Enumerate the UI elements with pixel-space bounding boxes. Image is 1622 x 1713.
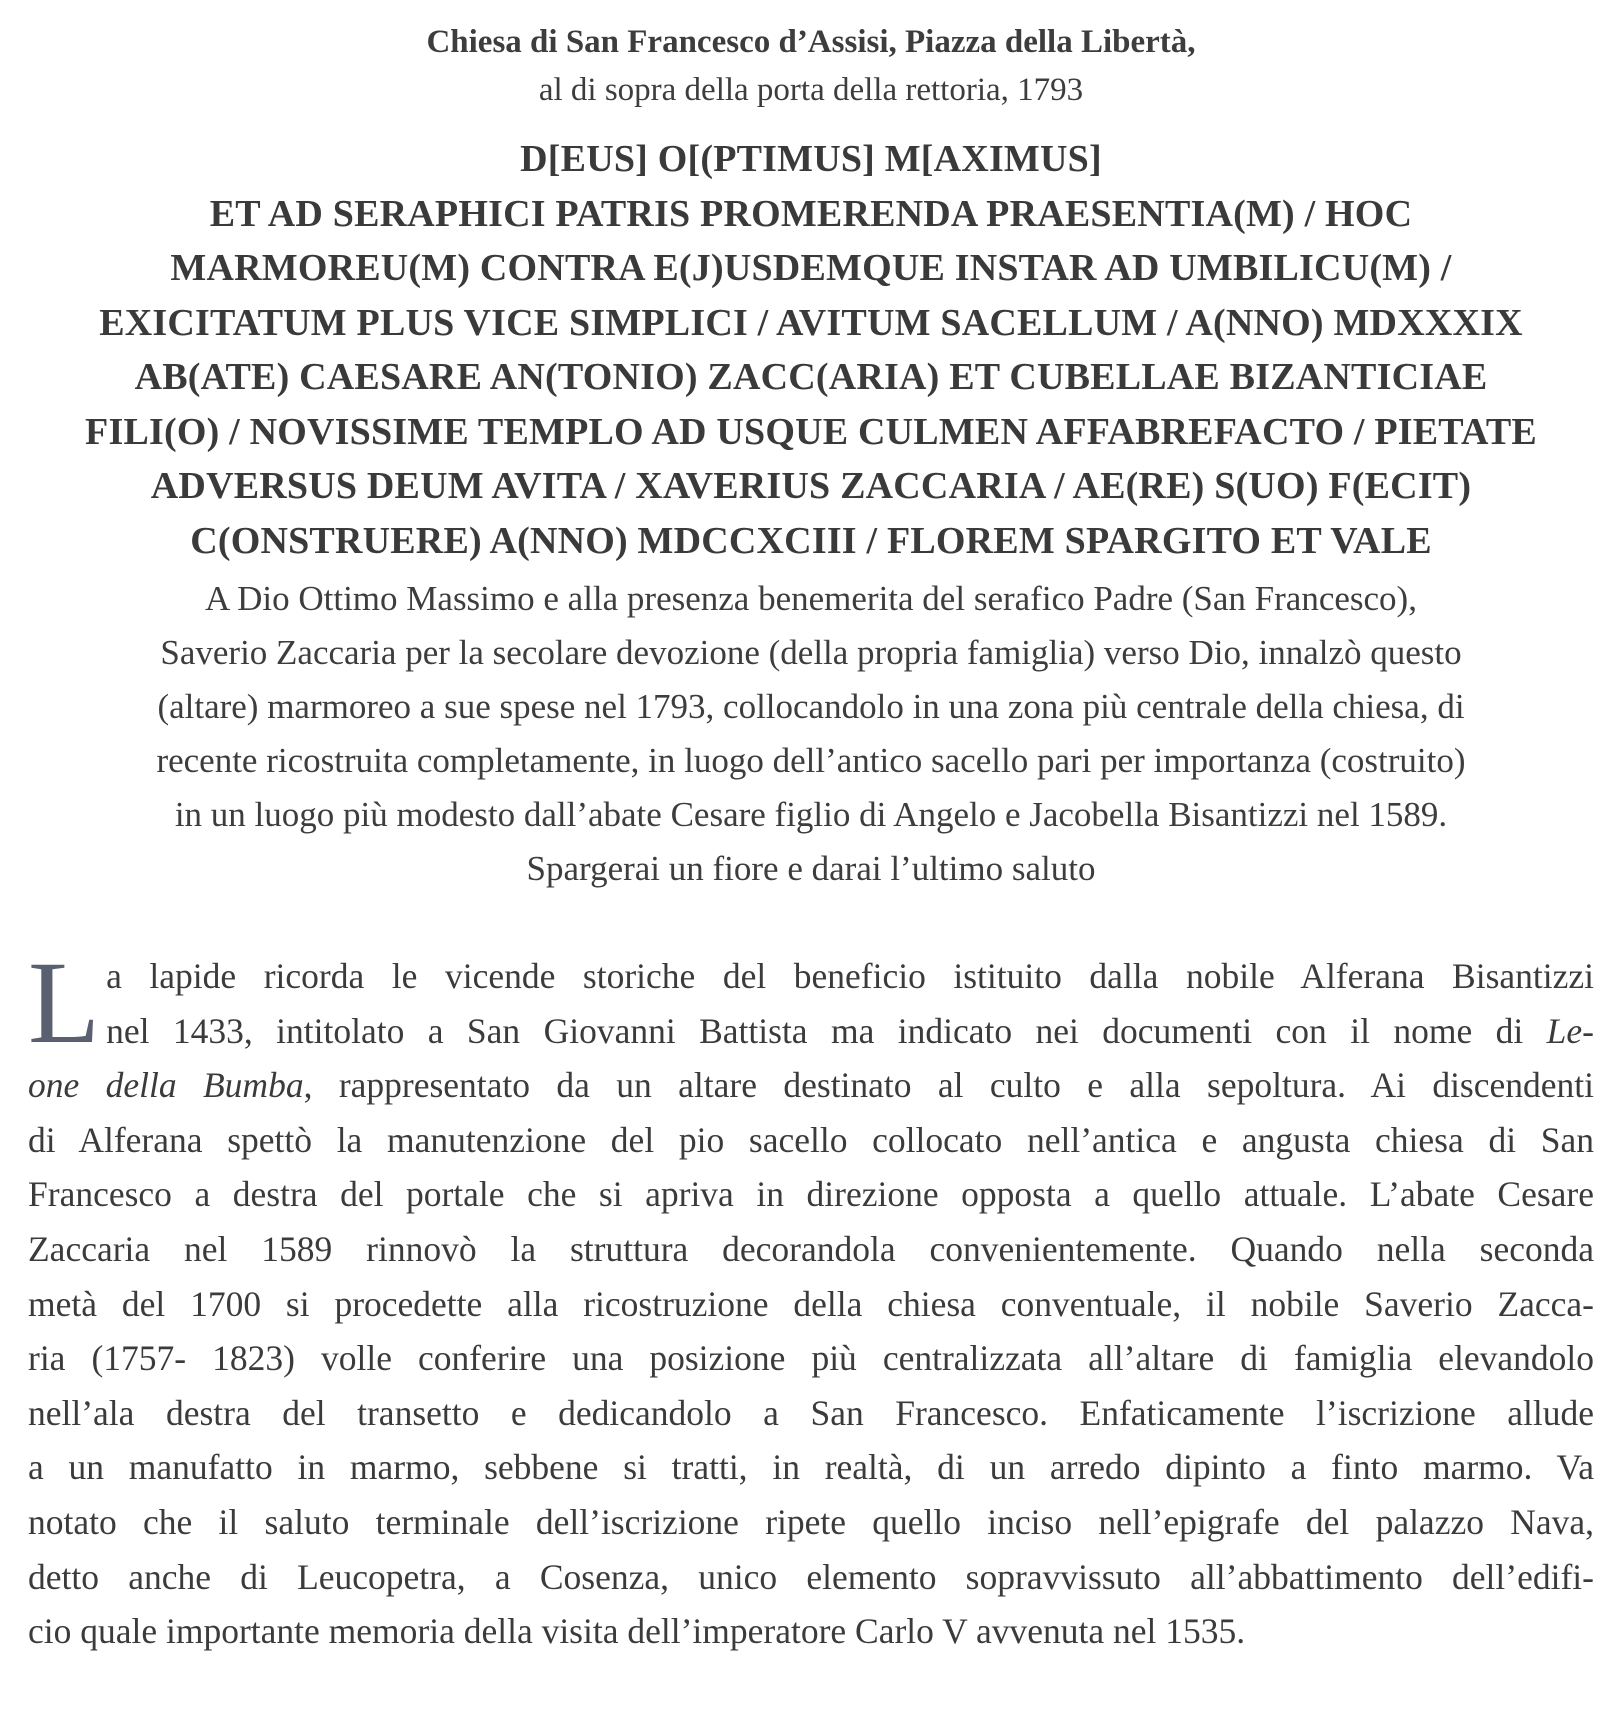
inscription-line: AB(ATE) CAESARE AN(TONIO) ZACC(ARIA) ET CUBELLAE BIZANTICIAE [134, 356, 1488, 398]
latin-inscription [28, 132, 1594, 568]
paragraph-line-text: , rappresentato da un altare destinato al culto e alla sepoltura. Ai discendenti [303, 1065, 1594, 1106]
italic-name: Le- [1546, 1010, 1594, 1051]
paragraph-line: a un manufatto in marmo, sebbene si tratti, in realtà, di un arredo dipinto a finto marmo. Va [28, 1447, 1594, 1488]
heading-title: Chiesa di San Francesco d’Assisi, Piazza della Libertà, [426, 24, 1196, 60]
paragraph-line: metà del 1700 si procedette alla ricostruzione della chiesa conventuale, il nobile Saverio Zacca- [28, 1283, 1594, 1324]
translation-line: recente ricostruita completamente, in luogo dell’antico sacello pari per importanza (costruito) [156, 741, 1466, 780]
paragraph-line: detto anche di Leucopetra, a Cosenza, unico elemento sopravvissuto all’abbattimento dell’edifi- [28, 1556, 1594, 1597]
translation-line: A Dio Ottimo Massimo e alla presenza benemerita del serafico Padre (San Francesco), [205, 579, 1417, 618]
paragraph-line: a lapide ricorda le vicende storiche del beneficio istituito dalla nobile Alferana Bisantizzi [106, 956, 1594, 996]
paragraph-line: cio quale importante memoria della visita dell’imperatore Carlo V avvenuta nel 1535. [28, 1611, 1246, 1652]
paragraph-line: Francesco a destra del portale che si apriva in direzione opposta a quello attuale. L’abate Cesare [28, 1174, 1594, 1215]
inscription-line: C(ONSTRUERE) A(NNO) MDCCXCIII / FLOREM SPARGITO ET VALE [190, 519, 1432, 562]
paragraph-line [28, 1058, 1594, 1113]
translation-line: (altare) marmoreo a sue spese nel 1793, collocandolo in una zona più centrale della chiesa, di [157, 687, 1465, 726]
inscription-line: D[EUS] O[(PTIMUS] M[AXIMUS] [520, 138, 1102, 180]
italian-translation [28, 572, 1594, 896]
italic-name: one della Bumba [28, 1065, 304, 1106]
paragraph-line: di Alferana spettò la manutenzione del pio sacello collocato nell’antica e angusta chiesa di San [28, 1119, 1594, 1160]
document-page [28, 18, 1594, 1659]
commentary-paragraph [28, 937, 1594, 1659]
inscription-line: ADVERSUS DEUM AVITA / XAVERIUS ZACCARIA / AE(RE) S(UO) F(ECIT) [150, 465, 1472, 507]
paragraph-line: nell’ala destra del transetto e dedicandolo a San Francesco. Enfaticamente l’iscrizione allude [28, 1392, 1594, 1433]
paragraph-line: ria (1757- 1823) volle conferire una posizione più centralizzata all’altare di famiglia elevandolo [28, 1338, 1594, 1379]
heading-subtitle: al di sopra della porta della rettoria, 1793 [538, 72, 1084, 108]
translation-line: Saverio Zaccaria per la secolare devozione (della propria famiglia) verso Dio, innalzò questo [160, 633, 1462, 672]
paragraph-line: Zaccaria nel 1589 rinnovò la struttura decorandola convenientemente. Quando nella seconda [28, 1228, 1594, 1269]
translation-line: in un luogo più modesto dall’abate Cesare figlio di Angelo e Jacobella Bisantizzi nel 1589. [174, 795, 1448, 834]
inscription-line: MARMOREU(M) CONTRA E(J)USDEMQUE INSTAR AD UMBILICU(M) / [170, 247, 1452, 289]
translation-line: Spargerai un fiore e darai l’ultimo saluto [526, 849, 1096, 888]
paragraph-line [106, 1004, 1594, 1059]
inscription-line: ET AD SERAPHICI PATRIS PROMERENDA PRAESENTIA(M) / HOC [209, 192, 1413, 235]
inscription-line: EXICITATUM PLUS VICE SIMPLICI / AVITUM SACELLUM / A(NNO) MDXXXIX [99, 301, 1523, 344]
document-heading [28, 18, 1594, 114]
inscription-line: FILI(O) / NOVISSIME TEMPLO AD USQUE CULMEN AFFABREFACTO / PIETATE [85, 410, 1537, 453]
drop-cap: L [28, 937, 101, 1068]
paragraph-line: notato che il saluto terminale dell’iscrizione ripete quello inciso nell’epigrafe del palazzo Nava, [28, 1501, 1594, 1542]
paragraph-line-text: nel 1433, intitolato a San Giovanni Battista ma indicato nei documenti con il nome di [106, 1010, 1547, 1051]
